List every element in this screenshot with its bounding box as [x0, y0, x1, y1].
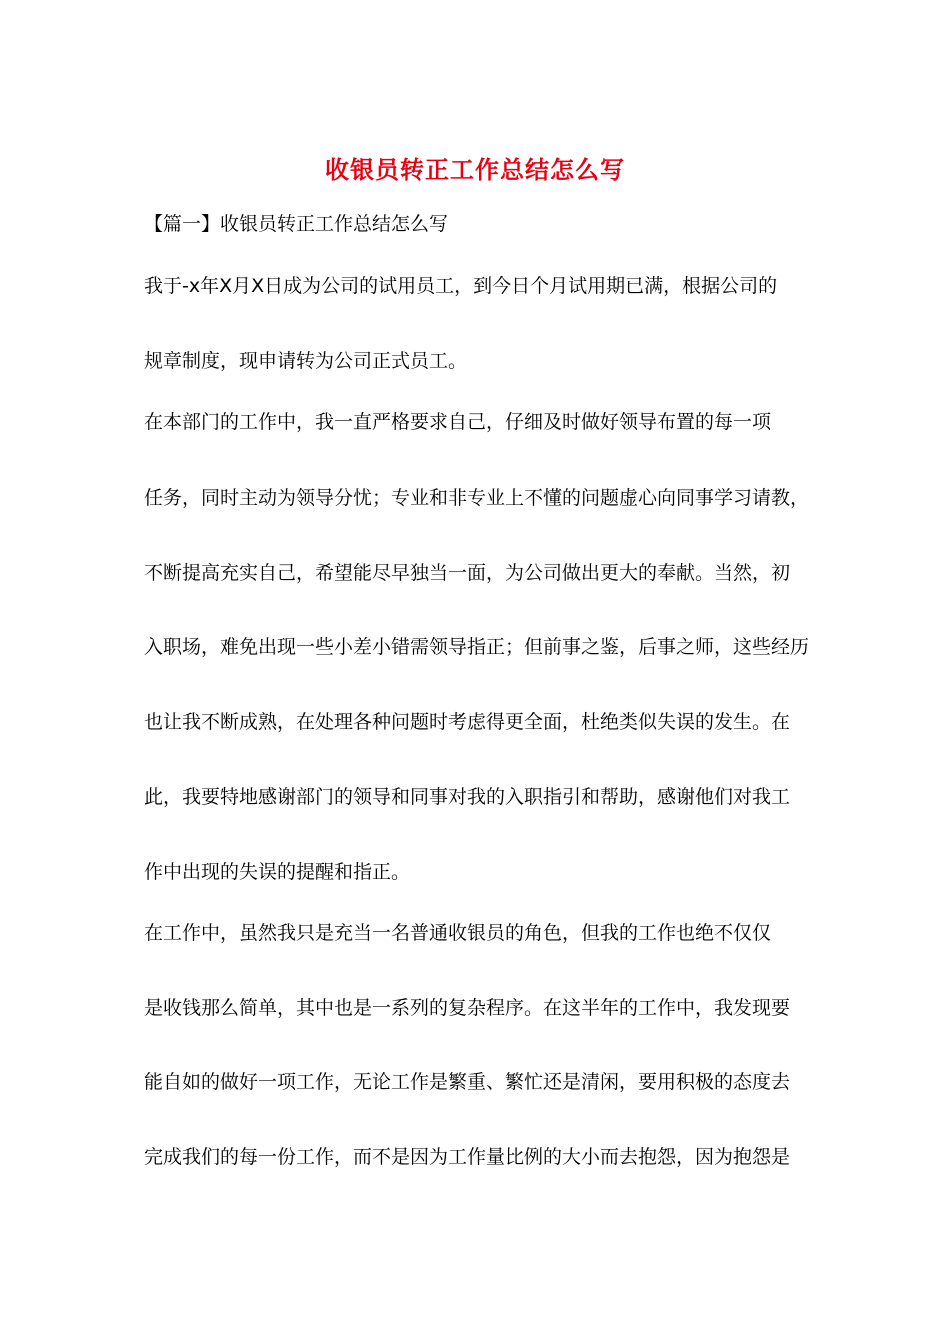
document-title: 收银员转正工作总结怎么写 [325, 155, 625, 184]
body-line: 此，我要特地感谢部门的领导和同事对我的入职指引和帮助，感谢他们对我工 [144, 786, 791, 808]
body-line: 在工作中，虽然我只是充当一名普通收银员的角色，但我的工作也绝不仅仅 [144, 922, 772, 944]
body-line: 规章制度，现申请转为公司正式员工。 [144, 350, 468, 372]
body-line: 在本部门的工作中，我一直严格要求自己，仔细及时做好领导布置的每一项 [144, 411, 772, 433]
body-line: 我于-x年X月X日成为公司的试用员工，到今日个月试用期已满，根据公司的 [144, 275, 778, 297]
body-line: 不断提高充实自己，希望能尽早独当一面，为公司做出更大的奉献。当然，初 [144, 562, 791, 584]
body-line: 任务，同时主动为领导分忧；专业和非专业上不懂的问题虚心向同事学习请教， [144, 487, 810, 509]
body-line: 能自如的做好一项工作，无论工作是繁重、繁忙还是清闲，要用积极的态度去 [144, 1071, 791, 1093]
body-line: 入职场，难免出现一些小差小错需领导指正；但前事之鉴，后事之师，这些经历 [144, 636, 810, 658]
body-line: 作中出现的失误的提醒和指正。 [144, 861, 411, 883]
body-line: 也让我不断成熟，在处理各种问题时考虑得更全面，杜绝类似失误的发生。在 [144, 711, 791, 733]
body-line: 是收钱那么简单，其中也是一系列的复杂程序。在这半年的工作中，我发现要 [144, 997, 791, 1019]
section-heading: 【篇一】收银员转正工作总结怎么写 [144, 213, 449, 235]
body-line: 完成我们的每一份工作，而不是因为工作量比例的大小而去抱怨，因为抱怨是 [144, 1146, 791, 1168]
